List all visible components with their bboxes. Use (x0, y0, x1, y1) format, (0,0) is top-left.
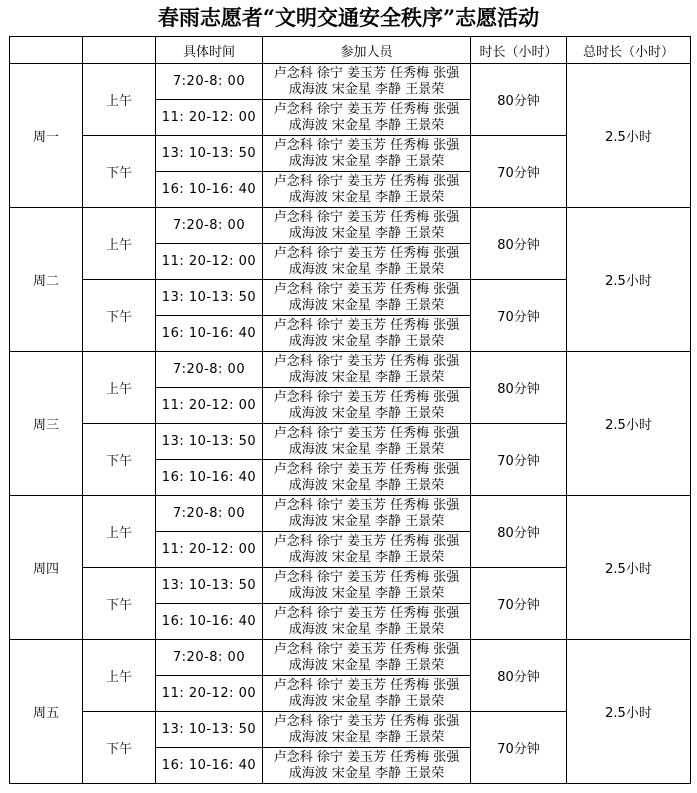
people-line: 卢念科 徐宁 姜玉芳 任秀梅 张强 (273, 389, 460, 405)
people-line: 卢念科 徐宁 姜玉芳 任秀梅 张强 (273, 317, 460, 333)
people-line: 成海波 宋金星 李静 王景荣 (288, 513, 445, 529)
duration-cell: 70分钟 (471, 568, 567, 640)
time-cell: 11: 20-12: 00 (156, 100, 263, 136)
people-cell (263, 460, 471, 496)
time-cell: 13: 10-13: 50 (156, 136, 263, 172)
header-day (10, 37, 83, 64)
header-duration: 时长（小时） (471, 37, 567, 64)
people-line: 卢念科 徐宁 姜玉芳 任秀梅 张强 (273, 713, 460, 729)
people-line: 成海波 宋金星 李静 王景荣 (288, 693, 445, 709)
half-cell: 上午 (83, 640, 156, 712)
half-cell: 下午 (83, 712, 156, 784)
time-cell: 7:20-8: 00 (156, 208, 263, 244)
time-cell: 11: 20-12: 00 (156, 244, 263, 280)
people-line: 成海波 宋金星 李静 王景荣 (288, 369, 445, 385)
people-cell (263, 568, 471, 604)
time-cell: 7:20-8: 00 (156, 496, 263, 532)
people-cell (263, 64, 471, 100)
duration-cell: 70分钟 (471, 712, 567, 784)
people-line: 成海波 宋金星 李静 王景荣 (288, 405, 445, 421)
people-line: 卢念科 徐宁 姜玉芳 任秀梅 张强 (273, 605, 460, 621)
time-cell: 16: 10-16: 40 (156, 460, 263, 496)
people-cell (263, 604, 471, 640)
people-line: 卢念科 徐宁 姜玉芳 任秀梅 张强 (273, 281, 460, 297)
header-people: 参加人员 (263, 37, 471, 64)
people-line: 卢念科 徐宁 姜玉芳 任秀梅 张强 (273, 137, 460, 153)
duration-cell: 70分钟 (471, 280, 567, 352)
day-cell: 周一 (10, 64, 83, 208)
people-line: 成海波 宋金星 李静 王景荣 (288, 297, 445, 313)
people-cell (263, 496, 471, 532)
time-cell: 13: 10-13: 50 (156, 568, 263, 604)
time-cell: 13: 10-13: 50 (156, 424, 263, 460)
time-cell: 11: 20-12: 00 (156, 676, 263, 712)
header-total: 总时长（小时） (567, 37, 691, 64)
half-cell: 上午 (83, 352, 156, 424)
people-line: 成海波 宋金星 李静 王景荣 (288, 729, 445, 745)
people-cell (263, 640, 471, 676)
people-cell (263, 532, 471, 568)
people-line: 卢念科 徐宁 姜玉芳 任秀梅 张强 (273, 641, 460, 657)
half-cell: 上午 (83, 64, 156, 136)
day-cell: 周三 (10, 352, 83, 496)
people-line: 成海波 宋金星 李静 王景荣 (288, 441, 445, 457)
people-line: 成海波 宋金星 李静 王景荣 (288, 189, 445, 205)
half-cell: 下午 (83, 136, 156, 208)
time-cell: 7:20-8: 00 (156, 64, 263, 100)
duration-cell: 80分钟 (471, 496, 567, 568)
people-line: 成海波 宋金星 李静 王景荣 (288, 261, 445, 277)
time-cell: 11: 20-12: 00 (156, 532, 263, 568)
people-cell (263, 712, 471, 748)
people-line: 卢念科 徐宁 姜玉芳 任秀梅 张强 (273, 65, 460, 81)
page-title: 春雨志愿者“文明交通安全秩序”志愿活动 (157, 5, 540, 30)
table-row (10, 208, 691, 244)
header-time: 具体时间 (156, 37, 263, 64)
people-line: 成海波 宋金星 李静 王景荣 (288, 153, 445, 169)
duration-cell: 70分钟 (471, 136, 567, 208)
duration-cell: 80分钟 (471, 640, 567, 712)
header-row (10, 37, 691, 64)
table-row (10, 64, 691, 100)
half-cell: 上午 (83, 496, 156, 568)
people-cell (263, 100, 471, 136)
people-line: 成海波 宋金星 李静 王景荣 (288, 585, 445, 601)
people-cell (263, 172, 471, 208)
people-line: 卢念科 徐宁 姜玉芳 任秀梅 张强 (273, 497, 460, 513)
people-cell (263, 316, 471, 352)
time-cell: 16: 10-16: 40 (156, 604, 263, 640)
duration-cell: 80分钟 (471, 352, 567, 424)
table-row (10, 496, 691, 532)
people-line: 卢念科 徐宁 姜玉芳 任秀梅 张强 (273, 353, 460, 369)
people-cell (263, 136, 471, 172)
people-line: 成海波 宋金星 李静 王景荣 (288, 621, 445, 637)
people-cell (263, 280, 471, 316)
people-line: 卢念科 徐宁 姜玉芳 任秀梅 张强 (273, 425, 460, 441)
people-line: 卢念科 徐宁 姜玉芳 任秀梅 张强 (273, 209, 460, 225)
time-cell: 16: 10-16: 40 (156, 316, 263, 352)
people-line: 成海波 宋金星 李静 王景荣 (288, 549, 445, 565)
total-cell: 2.5小时 (567, 64, 691, 208)
half-cell: 上午 (83, 208, 156, 280)
people-cell (263, 352, 471, 388)
total-cell: 2.5小时 (567, 496, 691, 640)
time-cell: 13: 10-13: 50 (156, 712, 263, 748)
people-line: 成海波 宋金星 李静 王景荣 (288, 117, 445, 133)
duration-cell: 70分钟 (471, 424, 567, 496)
time-cell: 16: 10-16: 40 (156, 748, 263, 784)
total-cell: 2.5小时 (567, 640, 691, 784)
total-cell: 2.5小时 (567, 352, 691, 496)
total-cell: 2.5小时 (567, 208, 691, 352)
table-row (10, 640, 691, 676)
duration-cell: 80分钟 (471, 208, 567, 280)
time-cell: 11: 20-12: 00 (156, 388, 263, 424)
people-line: 卢念科 徐宁 姜玉芳 任秀梅 张强 (273, 173, 460, 189)
people-cell (263, 424, 471, 460)
people-cell (263, 208, 471, 244)
time-cell: 13: 10-13: 50 (156, 280, 263, 316)
people-cell (263, 244, 471, 280)
people-line: 成海波 宋金星 李静 王景荣 (288, 765, 445, 781)
people-line: 成海波 宋金星 李静 王景荣 (288, 225, 445, 241)
people-line: 卢念科 徐宁 姜玉芳 任秀梅 张强 (273, 101, 460, 117)
day-cell: 周五 (10, 640, 83, 784)
header-half (83, 37, 156, 64)
people-line: 卢念科 徐宁 姜玉芳 任秀梅 张强 (273, 749, 460, 765)
people-line: 卢念科 徐宁 姜玉芳 任秀梅 张强 (273, 461, 460, 477)
people-line: 成海波 宋金星 李静 王景荣 (288, 657, 445, 673)
people-cell (263, 748, 471, 784)
schedule-table (9, 36, 691, 784)
people-line: 卢念科 徐宁 姜玉芳 任秀梅 张强 (273, 677, 460, 693)
people-line: 成海波 宋金星 李静 王景荣 (288, 81, 445, 97)
half-cell: 下午 (83, 280, 156, 352)
people-line: 成海波 宋金星 李静 王景荣 (288, 477, 445, 493)
half-cell: 下午 (83, 424, 156, 496)
time-cell: 7:20-8: 00 (156, 352, 263, 388)
schedule-table-body (10, 37, 691, 784)
people-cell (263, 676, 471, 712)
people-cell (263, 388, 471, 424)
time-cell: 7:20-8: 00 (156, 640, 263, 676)
duration-cell: 80分钟 (471, 64, 567, 136)
people-line: 成海波 宋金星 李静 王景荣 (288, 333, 445, 349)
time-cell: 16: 10-16: 40 (156, 172, 263, 208)
people-line: 卢念科 徐宁 姜玉芳 任秀梅 张强 (273, 245, 460, 261)
people-line: 卢念科 徐宁 姜玉芳 任秀梅 张强 (273, 569, 460, 585)
half-cell: 下午 (83, 568, 156, 640)
day-cell: 周四 (10, 496, 83, 640)
people-line: 卢念科 徐宁 姜玉芳 任秀梅 张强 (273, 533, 460, 549)
day-cell: 周二 (10, 208, 83, 352)
table-row (10, 352, 691, 388)
